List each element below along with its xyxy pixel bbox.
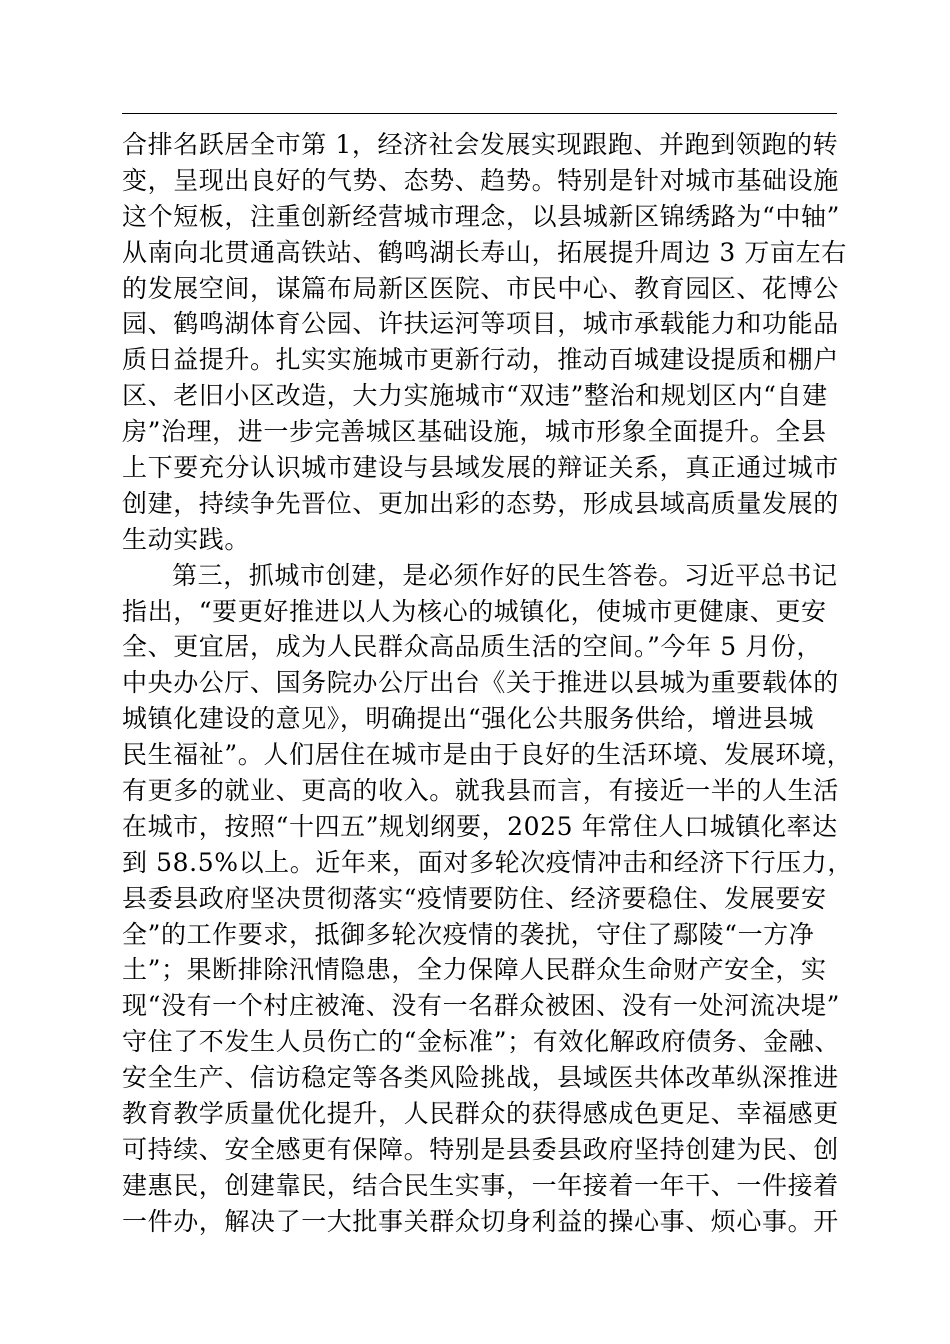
- text-line: 质日益提升。扎实实施城市更新行动，推动百城建设提质和棚户: [122, 345, 839, 375]
- text-line: 在城市，按照“十四五”规划纲要，2025 年常住人口城镇化率达: [122, 811, 838, 841]
- text-line: 一件办，解决了一大批事关群众切身利益的操心事、烦心事。开: [122, 1206, 839, 1236]
- text-line: 上下要充分认识城市建设与县域发展的辩证关系，真正通过城市: [122, 453, 839, 483]
- body-text: [122, 127, 862, 1240]
- text-line: 县委县政府坚决贯彻落实“疫情要防住、经济要稳住、发展要安: [122, 883, 827, 913]
- text-line: 中央办公厅、国务院办公厅出台《关于推进以县城为重要载体的: [122, 668, 839, 698]
- text-line: 区、老旧小区改造，大力实施城市“双违”整治和规划区内“自建: [122, 381, 828, 411]
- text-line: 变，呈现出良好的气势、态势、趋势。特别是针对城市基础设施: [122, 165, 839, 195]
- text-line: 生动实践。: [122, 524, 251, 554]
- text-line: 这个短板，注重创新经营城市理念，以县城新区锦绣路为“中轴”: [122, 201, 840, 231]
- text-line: 合排名跃居全市第 1，经济社会发展实现跟跑、并跑到领跑的转: [122, 130, 839, 159]
- text-line: 房”治理，进一步完善城区基础设施，城市形象全面提升。全县: [122, 417, 827, 447]
- header-rule: [122, 113, 837, 114]
- text-line: 城镇化建设的意见》，明确提出“强化公共服务供给，增进县城: [122, 704, 815, 734]
- text-line: 的发展空间，谋篇布局新区医院、市民中心、教育园区、花博公: [122, 273, 839, 303]
- text-line: 现“没有一个村庄被淹、没有一名群众被困、没有一处河流决堤”: [122, 991, 840, 1021]
- text-line: 有更多的就业、更高的收入。就我县而言，有接近一半的人生活: [122, 776, 839, 806]
- text-line: 全、更宜居，成为人民群众高品质生活的空间。”今年 5 月份，: [122, 632, 823, 662]
- text-line: 守住了不发生人员伤亡的“金标准”；有效化解政府债务、金融、: [122, 1027, 840, 1057]
- text-line: 从南向北贯通高铁站、鹤鸣湖长寿山，拓展提升周边 3 万亩左右: [122, 237, 847, 267]
- text-line: 创建，持续争先晋位、更加出彩的态势，形成县域高质量发展的: [122, 488, 839, 518]
- text-line: 指出，“要更好推进以人为核心的城镇化，使城市更健康、更安: [122, 596, 827, 626]
- text-line: 教育教学质量优化提升，人民群众的获得感成色更足、幸福感更: [122, 1099, 839, 1129]
- paragraph-start-line: 第三，抓城市创建，是必须作好的民生答卷。习近平总书记: [172, 560, 838, 590]
- text-line: 全”的工作要求，抵御多轮次疫情的袭扰，守住了鄢陵“一方净: [122, 919, 815, 949]
- text-line: 民生福祉”。人们居住在城市是由于良好的生活环境、发展环境，: [122, 740, 853, 770]
- text-line: 土”；果断排除汛情隐患，全力保障人民群众生命财产安全，实: [122, 955, 827, 985]
- text-line: 可持续、安全感更有保障。特别是县委县政府坚持创建为民、创: [122, 1134, 839, 1164]
- text-line: 安全生产、信访稳定等各类风险挑战，县域医共体改革纵深推进: [122, 1063, 839, 1093]
- text-line: 到 58.5%以上。近年来，面对多轮次疫情冲击和经济下行压力，: [122, 847, 853, 877]
- text-line: 园、鹤鸣湖体育公园、许扶运河等项目，城市承载能力和功能品: [122, 309, 839, 339]
- text-line: 建惠民，创建靠民，结合民生实事，一年接着一年干、一件接着: [122, 1170, 839, 1200]
